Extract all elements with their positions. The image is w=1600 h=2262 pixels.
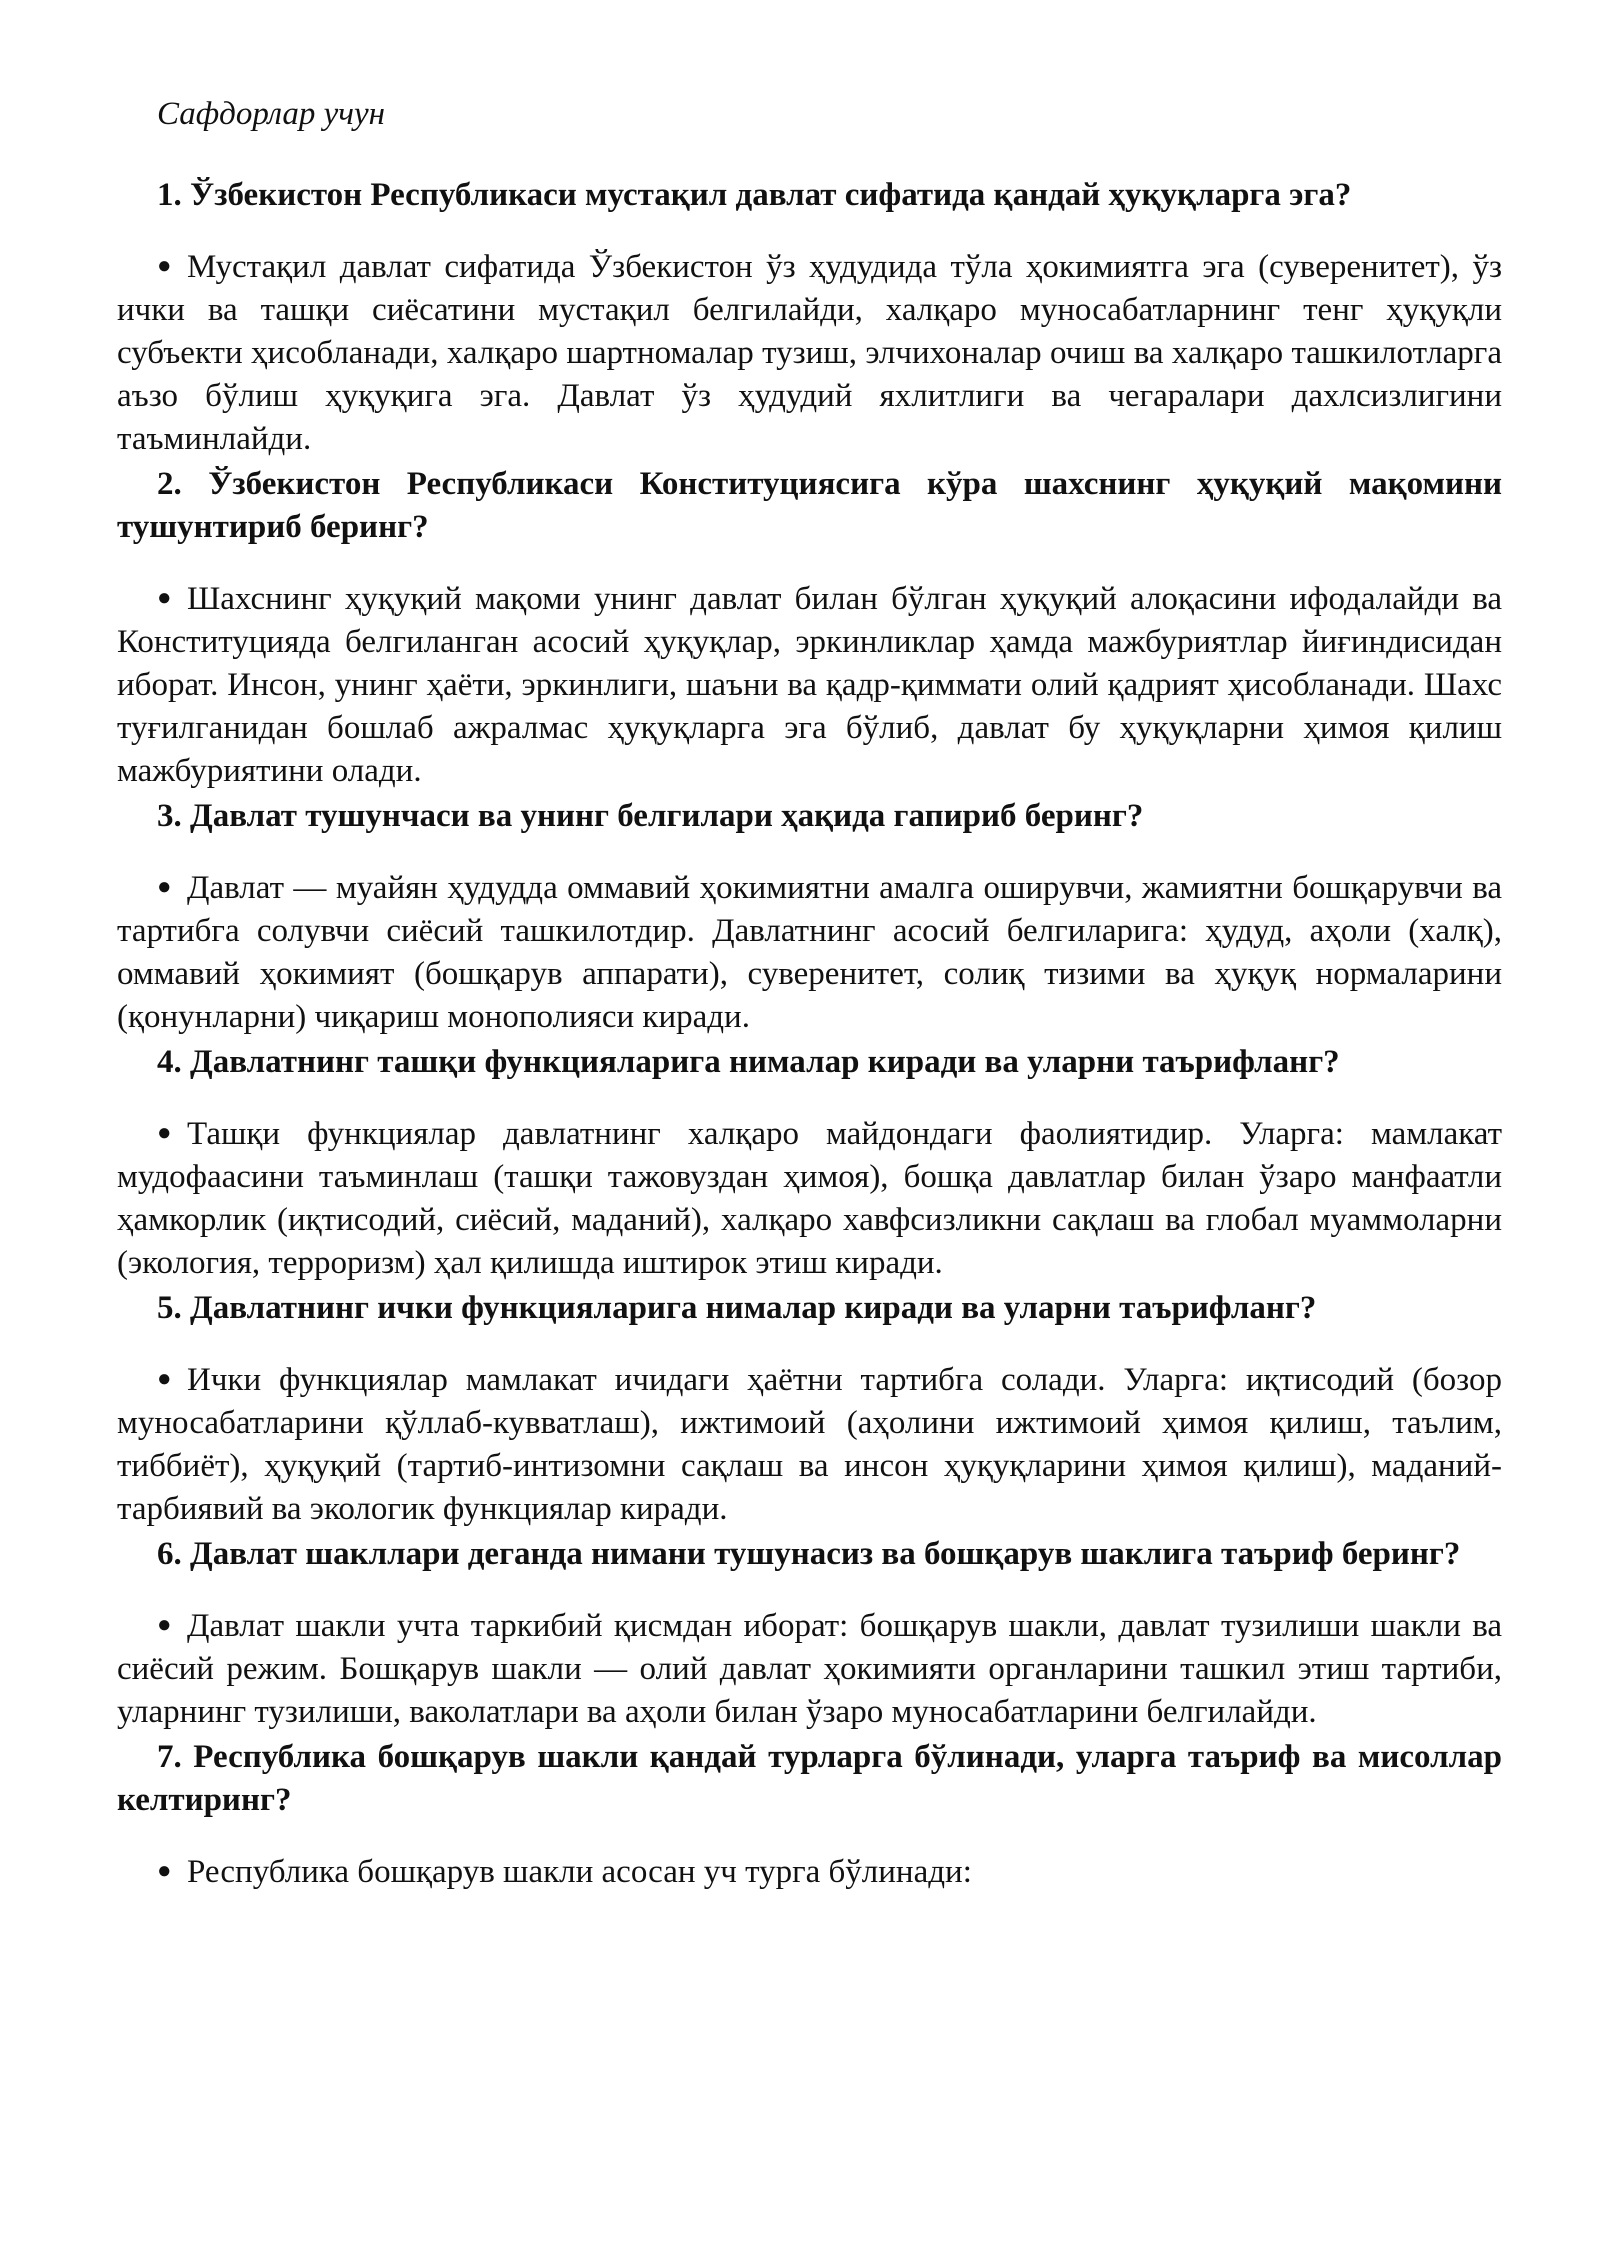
bullet-icon: ● xyxy=(157,253,172,279)
bullet-icon: ● xyxy=(157,874,172,900)
answer-1 xyxy=(117,245,1502,461)
question-6: 6. Давлат шакллари деганда нимани тушунасиз ва бошқарув шаклига таъриф беринг? xyxy=(157,1536,1461,1572)
question-3: 3. Давлат тушунчаси ва унинг белгилари ҳақида гапириб беринг? xyxy=(157,798,1144,834)
answer-2-text: Шахснинг ҳуқуқий мақоми унинг давлат билан бўлган ҳуқуқий алоқасини ифодалайди ва Конституцияда белгиланган асосий ҳуқуқлар, эркинликлар ҳамда мажбуриятлар йиғиндисидан иборат. Инсон, унинг ҳаёти, эркинлиги, шаъни ва қадр-қиммати олий қадрият ҳисобланади. Шахс туғилганидан бошлаб ажралмас ҳуқуқларга эга бўлиб, давлат бу ҳуқуқларни ҳимоя қилиш мажбуриятини олади. xyxy=(117,581,1502,789)
answer-1-text: Мустақил давлат сифатида Ўзбекистон ўз ҳудудида тўла ҳокимиятга эга (суверенитет), ўз ички ва ташқи сиёсатини мустақил белгилайди, халқаро муносабатларнинг тенг ҳуқуқли субъекти ҳисобланади, халқаро шартномалар тузиш, элчихоналар очиш ва халқаро ташкилотларга аъзо бўлиш ҳуқуқига эга. Давлат ўз ҳудудий яхлитлиги ва чегаралари дахлсизлигини таъминлайди. xyxy=(117,249,1502,457)
question-1: 1. Ўзбекистон Республикаси мустақил давлат сифатида қандай ҳуқуқларга эга? xyxy=(157,177,1352,213)
qa-item-2 xyxy=(117,463,1502,793)
document-page xyxy=(117,92,1502,1896)
answer-6-text: Давлат шакли учта таркибий қисмдан иборат: бошқарув шакли, давлат тузилиши шакли ва сиёсий режим. Бошқарув шакли — олий давлат ҳокимияти органларини ташкил этиш тартиби, уларнинг тузилиши, ваколатлари ва аҳоли билан ўзаро муносабатларини белгилайди. xyxy=(117,1608,1502,1730)
qa-item-7 xyxy=(117,1736,1502,1894)
answer-5 xyxy=(117,1358,1502,1531)
answer-3-text: Давлат — муайян ҳудудда оммавий ҳокимиятни амалга оширувчи, жамиятни бошқарувчи ва тартибга солувчи сиёсий ташкилотдир. Давлатнинг асосий белгиларига: ҳудуд, аҳоли (халқ), оммавий ҳокимият (бошқарув аппарати), суверенитет, солиқ тизими ва ҳуқуқ нормаларини (қонунларни) чиқариш монополияси киради. xyxy=(117,870,1502,1035)
question-5: 5. Давлатнинг ички функцияларига нималар киради ва уларни таърифланг? xyxy=(157,1290,1317,1326)
answer-2 xyxy=(117,577,1502,793)
answer-6 xyxy=(117,1604,1502,1734)
bullet-icon: ● xyxy=(157,1366,172,1392)
bullet-icon: ● xyxy=(157,1858,172,1884)
answer-4-text: Ташқи функциялар давлатнинг халқаро майдондаги фаолиятидир. Уларга: мамлакат мудофаасини таъминлаш (ташқи тажовуздан ҳимоя), бошқа давлатлар билан ўзаро манфаатли ҳамкорлик (иқтисодий, сиёсий, маданий), халқаро хавфсизликни сақлаш ва глобал муаммоларни (экология, терроризм) ҳал қилишда иштирок этиш киради. xyxy=(117,1116,1502,1281)
answer-7-text: Республика бошқарув шакли асосан уч турга бўлинади: xyxy=(187,1854,972,1890)
answer-4 xyxy=(117,1112,1502,1285)
answer-7 xyxy=(117,1850,1502,1894)
document-subtitle: Сафдорлар учун xyxy=(157,96,386,132)
qa-item-3 xyxy=(117,795,1502,1039)
question-4: 4. Давлатнинг ташқи функцияларига нималар киради ва уларни таърифланг? xyxy=(157,1044,1340,1080)
qa-item-1 xyxy=(117,174,1502,461)
qa-item-6 xyxy=(117,1533,1502,1734)
bullet-icon: ● xyxy=(157,1120,172,1146)
question-2: 2. Ўзбекистон Республикаси Конституциясига кўра шахснинг ҳуқуқий мақомини тушунтириб беринг? xyxy=(117,466,1502,545)
answer-3 xyxy=(117,866,1502,1039)
bullet-icon: ● xyxy=(157,1612,172,1638)
answer-5-text: Ички функциялар мамлакат ичидаги ҳаётни тартибга солади. Уларга: иқтисодий (бозор муносабатларини қўллаб-кувватлаш), ижтимоий (аҳолини ижтимоий ҳимоя қилиш, таълим, тиббиёт), ҳуқуқий (тартиб-интизомни сақлаш ва инсон ҳуқуқларини ҳимоя қилиш), маданий-тарбиявий ва экологик функциялар киради. xyxy=(117,1362,1502,1527)
qa-item-4 xyxy=(117,1041,1502,1285)
bullet-icon: ● xyxy=(157,585,172,611)
qa-item-5 xyxy=(117,1287,1502,1531)
question-7: 7. Республика бошқарув шакли қандай турларга бўлинади, уларга таъриф ва мисоллар келтиринг? xyxy=(117,1739,1502,1818)
